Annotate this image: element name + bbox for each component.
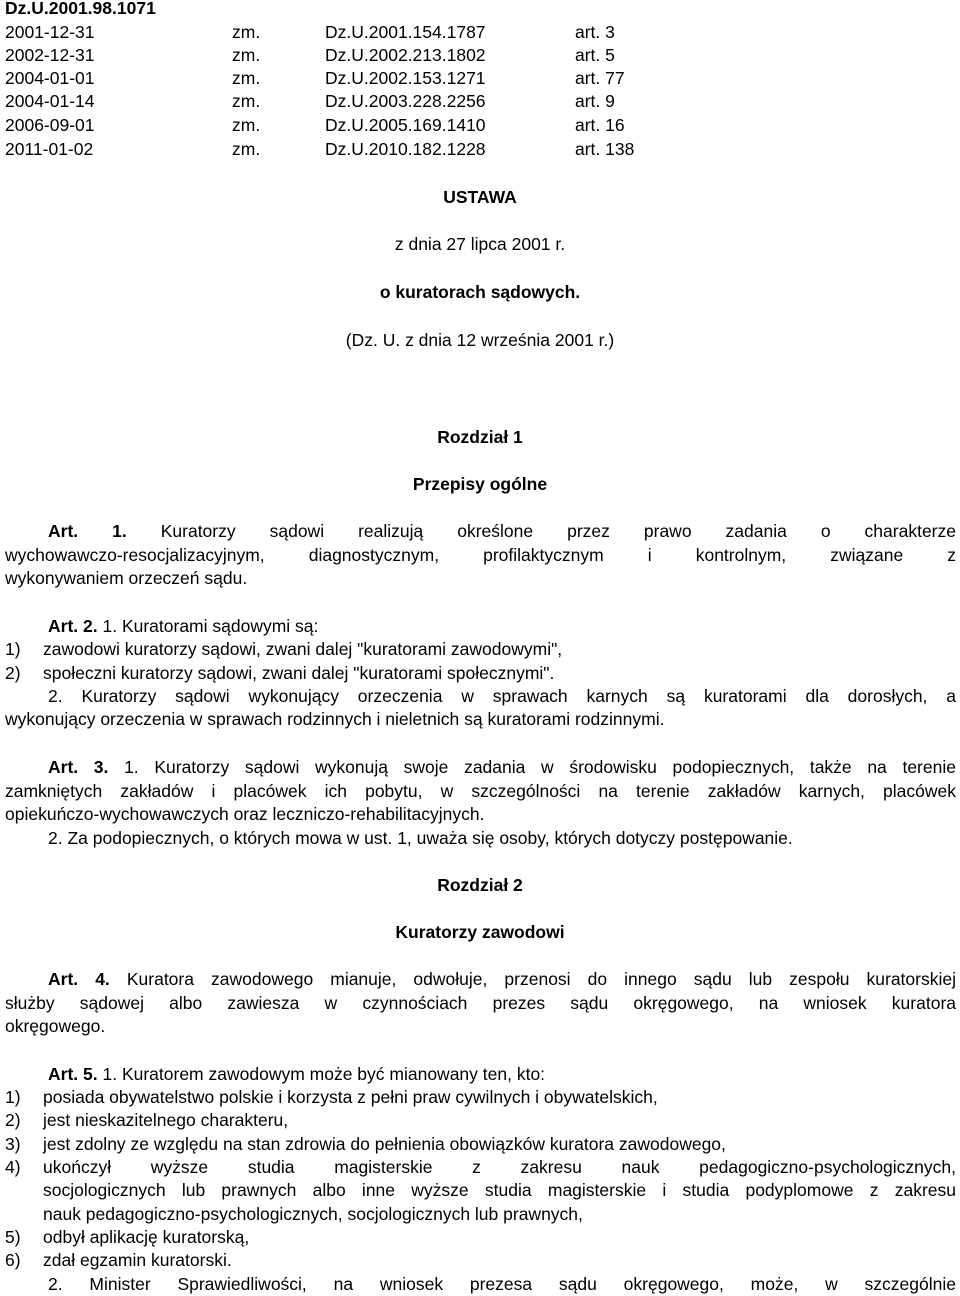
list-item: 1) zawodowi kuratorzy sądowi, zwani dalej "kuratorami zawodowymi",	[5, 639, 563, 659]
chapter-name: Przepisy ogólne	[412, 474, 548, 494]
article-1: Art. 1. Kuratorzy sądowi realizują określone przez prawo zadania o charakterze	[48, 521, 956, 541]
list-item: 6) zdał egzamin kuratorski.	[5, 1250, 232, 1270]
article-1-line: wykonywaniem orzeczeń sądu.	[5, 568, 248, 588]
document-page: Dz.U.2001.98.1071 2001-12-31 zm. Dz.U.2001.154.1787 art. 3 2002-12-31 zm. Dz.U.2002.213.1802 art. 5 2004-01-01 zm. Dz.U.2002.153.1271 art. 77 2004-01-14 zm. Dz.U.2003.228.2256 art. 9 2006-09-01 zm. Dz.U.2005.169.1410 art. 16 2011-01-02 zm. Dz.U.2010.182.1228 art. 138 USTAWA z dnia 27 lipca 2001 r. o kuratorach sądowych. (Dz. U. z dnia 12 września 2001 r.) Rozdział 1 Przepisy ogólne Art. 1. Kuratorzy sądowi realizują określone przez prawo zadania o charakterze wychowawczo-resocjalizacyjnym, diagnostycznym, profilaktycznym i kontrolnym, związane z wykonywaniem orzeczeń sądu. Art. 2. 1. Kuratorami sądowymi są: 1) zawodowi kuratorzy sądowi, zwani dalej "kuratorami zawodowymi", 2) społeczni kuratorzy sądowi, zwani dalej "kuratorami społecznymi". 2. Kuratorzy sądowi wykonujący orzeczenia w sprawach karnych są kuratorami dla dorosłych, a wykonujący orzeczenia w sprawach rodzinnych i nieletnich są kuratorami rodzinnymi. Art. 3. 1. Kuratorzy sądowi wykonują swoje zadania w środowisku podopiecznych, także na terenie zamkniętych zakładów i placówek ich pobytu, w szczególności na terenie zakładów karnych, placówek opiekuńczo-wychowawczych oraz leczniczo-rehabilitacyjnych. 2. Za podopiecznych, o których mowa w ust. 1, uważa się osoby, których dotyczy postępowanie. Rozdział 2 Kuratorzy zawodowi Art. 4. Kuratora zawodowego mianuje, odwołuje, przenosi do innego sądu lub zespołu kuratorskiej służby sądowej albo zawiesza w czynnościach prezes sądu okręgowego, na wniosek kuratora okręgowego. Art. 5. 1. Kuratorem zawodowym może być mianowany ten, kto: 1) posiada obywatelstwo polskie i korzysta z pełni praw cywilnych i obywatelskich, 2) jest nieskazitelnego charakteru, 3) jest zdolny ze względu na stan zdrowia do pełnienia obowiązków kuratora zawodowego, 4) ukończył wyższe studia magisterskie z zakresu nauk pedagogiczno-psychologicznych, socjologicznych lub prawnych albo inne wyższe studia magisterskie i studia podyplomowe z zakresu nauk pedagogiczno-psychologicznych, socjologicznych lub prawnych, 5) odbył aplikację kuratorską, 6) zdał egzamin kuratorski. 2. Minister Sprawiedliwości, na wniosek prezesa sądu okręgowego, może, w szczególnie	[0, 0, 960, 1296]
act-date: z dnia 27 lipca 2001 r.	[394, 234, 566, 254]
article-heading: Art. 4.	[48, 969, 110, 989]
list-item: 2) jest nieskazitelnego charakteru,	[5, 1110, 289, 1130]
act-subject: o kuratorach sądowych.	[379, 282, 581, 302]
chapter-label: Rozdział 2	[437, 875, 523, 895]
document-header: Dz.U.2001.98.1071	[5, 0, 156, 18]
list-item-line: nauk pedagogiczno-psychologicznych, socjologicznych lub prawnych,	[43, 1204, 583, 1224]
list-item: 2) społeczni kuratorzy sądowi, zwani dalej "kuratorami społecznymi".	[5, 663, 555, 683]
chapter-name: Kuratorzy zawodowi	[395, 922, 565, 942]
list-item: ukończył wyższe studia magisterskie z zakresu nauk pedagogiczno-psychologicznych,	[43, 1157, 956, 1177]
article-2-paragraph: 2. Kuratorzy sądowi wykonujący orzeczenia w sprawach karnych są kuratorami dla dorosłych, a	[48, 686, 956, 706]
list-item-line: socjologicznych lub prawnych albo inne wyższe studia magisterskie i studia podyplomowe z zakresu	[43, 1180, 956, 1200]
article-4: Art. 4. Kuratora zawodowego mianuje, odwołuje, przenosi do innego sądu lub zespołu kuratorskiej	[48, 969, 956, 989]
article-heading: Art. 2.	[48, 616, 98, 636]
article-4-line: okręgowego.	[5, 1016, 106, 1036]
list-item-number: 4)	[5, 1157, 21, 1177]
article-1-line: wychowawczo-resocjalizacyjnym, diagnostycznym, profilaktycznym i kontrolnym, związane z	[5, 545, 956, 565]
article-3: Art. 3. 1. Kuratorzy sądowi wykonują swoje zadania w środowisku podopiecznych, także na terenie	[48, 757, 956, 777]
article-heading: Art. 5.	[48, 1064, 98, 1084]
act-title: USTAWA	[443, 187, 517, 207]
article-5-paragraph: 2. Minister Sprawiedliwości, na wniosek prezesa sądu okręgowego, może, w szczególnie	[48, 1274, 956, 1294]
list-item: 5) odbył aplikację kuratorską,	[5, 1227, 250, 1247]
article-heading: Art. 1.	[48, 521, 127, 541]
article-2: Art. 2. 1. Kuratorami sądowymi są:	[48, 616, 319, 636]
list-item: 1) posiada obywatelstwo polskie i korzysta z pełni praw cywilnych i obywatelskich,	[5, 1087, 658, 1107]
article-3-line: zamkniętych zakładów i placówek ich pobytu, w szczególności na terenie zakładów karnych, placówek	[5, 781, 956, 801]
article-2-line: wykonujący orzeczenia w sprawach rodzinnych i nieletnich są kuratorami rodzinnymi.	[5, 709, 665, 729]
article-3-line: opiekuńczo-wychowawczych oraz leczniczo-rehabilitacyjnych.	[5, 804, 485, 824]
article-4-line: służby sądowej albo zawiesza w czynnościach prezes sądu okręgowego, na wniosek kuratora	[5, 993, 956, 1013]
act-publication: (Dz. U. z dnia 12 września 2001 r.)	[345, 330, 615, 350]
chapter-label: Rozdział 1	[437, 427, 523, 447]
list-item: 3) jest zdolny ze względu na stan zdrowia do pełnienia obowiązków kuratora zawodowego,	[5, 1134, 726, 1154]
article-5: Art. 5. 1. Kuratorem zawodowym może być mianowany ten, kto:	[48, 1064, 546, 1084]
article-heading: Art. 3.	[48, 757, 109, 777]
article-3-paragraph: 2. Za podopiecznych, o których mowa w ust. 1, uważa się osoby, których dotyczy postępowanie.	[48, 828, 793, 848]
